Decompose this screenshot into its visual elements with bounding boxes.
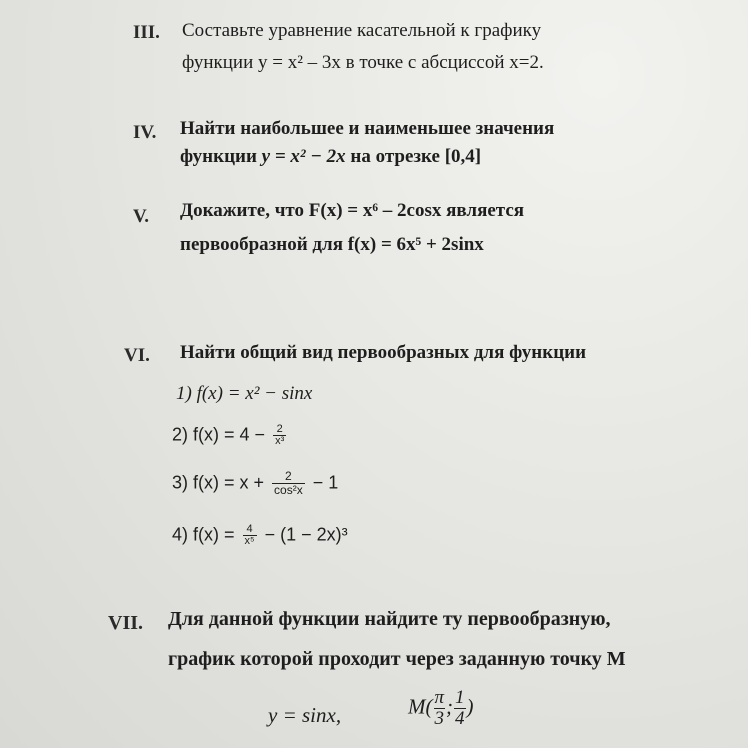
section-3-number: III. <box>133 22 160 43</box>
item-3-numerator: 2 <box>272 470 305 484</box>
point-y-fraction <box>454 688 466 729</box>
item-2-numerator: 2 <box>273 424 286 436</box>
item-2-fraction <box>273 424 286 447</box>
item-4-numerator: 4 <box>243 524 257 536</box>
section-7-function: y = sinx, <box>268 703 342 727</box>
point-separator: ; <box>446 694 454 719</box>
section-6-item-3 <box>172 470 338 497</box>
item-4-suffix: − (1 − 2x)³ <box>264 524 348 545</box>
section-4-line-1: Найти наибольшее и наименьшее значения <box>180 118 555 139</box>
point-x-fraction <box>434 688 446 729</box>
point-prefix: M( <box>408 694 433 719</box>
section-6-number: VI. <box>124 345 150 366</box>
item-3-prefix: 3) f(x) = x + <box>172 472 265 493</box>
point-suffix: ) <box>466 694 474 719</box>
item-4-fraction <box>243 524 257 547</box>
point-y-numerator: 1 <box>455 687 465 708</box>
section-4-line-2 <box>180 146 481 168</box>
item-4-prefix: 4) f(x) = <box>172 524 235 545</box>
section-7-line-1: Для данной функции найдите ту первообразную, <box>168 608 611 630</box>
section-6-item-2 <box>172 424 289 447</box>
section-3-line-2: функции y = x² – 3x в точке с абсциссой x=2. <box>182 52 544 73</box>
item-3-fraction <box>272 470 305 497</box>
section-4-function: y = x² − 2x <box>261 146 346 167</box>
section-6-title: Найти общий вид первообразных для функции <box>180 342 587 363</box>
section-6-item-1: 1) f(x) = x² − sinx <box>176 383 313 404</box>
section-4-number: IV. <box>133 122 157 143</box>
section-5-number: V. <box>133 206 150 227</box>
section-4-interval: на отрезке [0,4] <box>345 146 482 167</box>
section-5-line-2: первообразной для f(x) = 6x⁵ + 2sinx <box>180 234 484 255</box>
item-2-prefix: 2) f(x) = 4 − <box>172 424 266 445</box>
item-3-suffix: − 1 <box>312 472 339 493</box>
section-7-number: VII. <box>108 612 144 634</box>
section-4-line-2-text: функции <box>180 146 262 167</box>
section-5-line-1: Докажите, что F(x) = x⁶ – 2cosx является <box>180 200 525 221</box>
section-7-line-2: график которой проходит через заданную точку M <box>168 648 626 670</box>
item-2-denominator: x³ <box>275 435 285 447</box>
section-7-point <box>408 688 474 729</box>
item-4-denominator: x⁵ <box>244 535 255 547</box>
point-x-numerator: π <box>434 687 445 708</box>
point-x-denominator: 3 <box>434 708 445 729</box>
section-6-item-4 <box>172 524 348 547</box>
point-y-denominator: 4 <box>455 708 465 729</box>
section-3-line-1: Составьте уравнение касательной к графику <box>182 20 542 41</box>
item-3-denominator: cos²x <box>274 483 303 497</box>
